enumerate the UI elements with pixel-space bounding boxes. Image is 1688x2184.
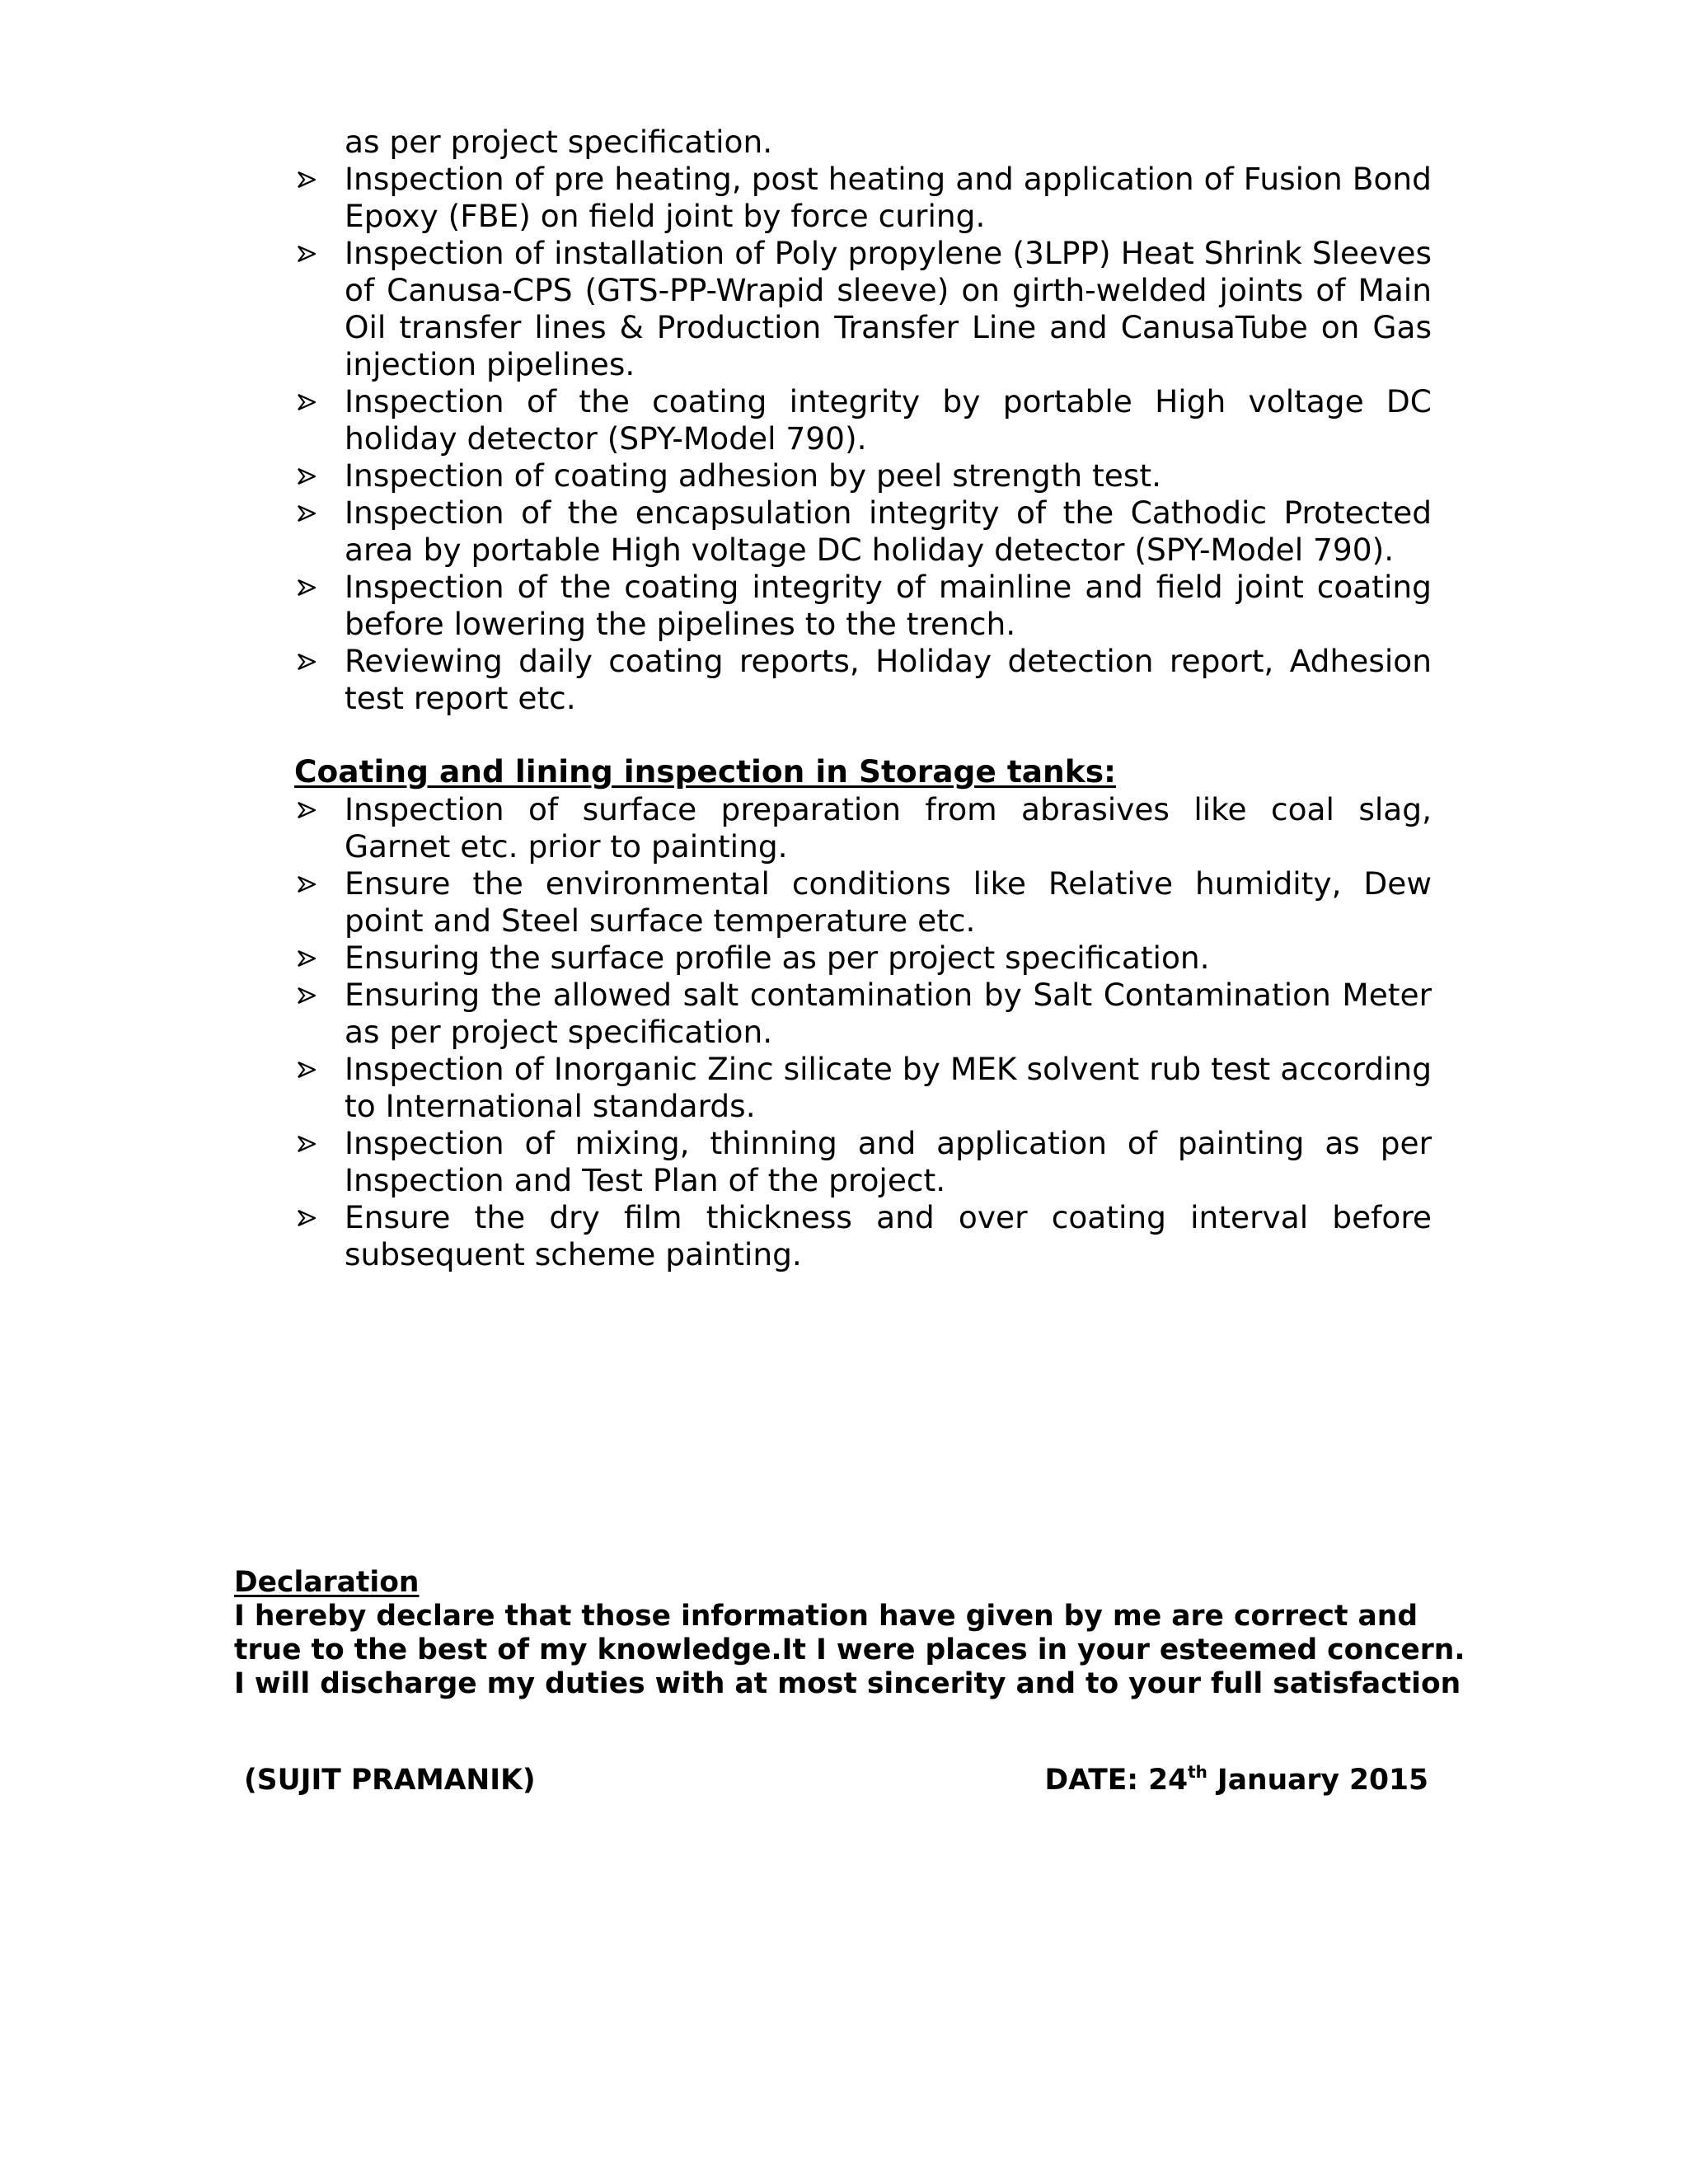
list-item-text: Ensure the dry film thickness and over coating interval before subsequent scheme painting. — [345, 1199, 1432, 1272]
list-item — [294, 865, 1432, 940]
declaration-line: I will discharge my duties with at most sincerity and to your full satisfaction — [234, 1667, 1461, 1700]
list-item — [294, 940, 1432, 977]
list-item-text: Inspection of the coating integrity of mainline and field joint coating before lowering the pipelines to the trench. — [345, 569, 1432, 642]
section-heading-storage-tanks: Coating and lining inspection in Storage tanks: — [294, 753, 1117, 790]
list-item-text: Ensuring the surface profile as per project specification. — [345, 940, 1210, 976]
arrowhead-bullet-icon — [298, 235, 322, 272]
arrowhead-bullet-icon — [298, 457, 322, 494]
date-ordinal-suffix: th — [1188, 1762, 1207, 1782]
arrowhead-bullet-icon — [298, 1051, 322, 1088]
list-item-text: Ensure the environmental conditions like Relative humidity, Dew point and Steel surface temperature etc. — [345, 865, 1432, 939]
list-item-continuation: as per project specification. — [345, 124, 773, 160]
list-item-text: Inspection of coating adhesion by peel strength test. — [345, 457, 1162, 494]
list-item — [294, 161, 1432, 235]
list-item — [294, 791, 1432, 865]
signature-date — [1045, 1764, 1428, 1797]
list-item-text: Inspection of surface preparation from abrasives like coal slag, Garnet etc. prior to painting. — [345, 791, 1432, 865]
arrowhead-bullet-icon — [298, 383, 322, 420]
declaration-line: true to the best of my knowledge.It I were places in your esteemed concern. — [234, 1633, 1465, 1666]
arrowhead-bullet-icon — [298, 494, 322, 532]
list-item — [294, 235, 1432, 383]
list-item-text: Ensuring the allowed salt contamination by Salt Contamination Meter as per project specification. — [345, 977, 1432, 1050]
signature-name: (SUJIT PRAMANIK) — [244, 1764, 536, 1797]
arrowhead-bullet-icon — [298, 1199, 322, 1236]
arrowhead-bullet-icon — [298, 569, 322, 606]
arrowhead-bullet-icon — [298, 977, 322, 1014]
arrowhead-bullet-icon — [298, 643, 322, 680]
declaration-line: I hereby declare that those information have given by me are correct and — [234, 1600, 1418, 1633]
arrowhead-bullet-icon — [298, 791, 322, 828]
list-item — [294, 383, 1432, 457]
list-item — [294, 1125, 1432, 1199]
coating-inspection-list — [294, 124, 1432, 717]
date-suffix: January 2015 — [1207, 1764, 1428, 1797]
declaration-block — [234, 1566, 1465, 1701]
date-prefix: DATE: 24 — [1044, 1764, 1189, 1797]
list-item-text: Inspection of installation of Poly propylene (3LPP) Heat Shrink Sleeves of Canusa-CPS (GTS-PP-Wrapid sleeve) on girth-welded joints of Main Oil transfer lines & Production Transfer Line and CanusaTube on Gas injection pipelines. — [345, 235, 1432, 382]
arrowhead-bullet-icon — [298, 940, 322, 977]
list-item-text: Inspection of Inorganic Zinc silicate by MEK solvent rub test according to International standards. — [345, 1051, 1432, 1124]
arrowhead-bullet-icon — [298, 1125, 322, 1162]
list-item — [294, 494, 1432, 569]
list-item-text: Reviewing daily coating reports, Holiday detection report, Adhesion test report etc. — [345, 643, 1432, 716]
list-item — [294, 977, 1432, 1051]
list-item — [294, 1051, 1432, 1125]
list-item-text: Inspection of the encapsulation integrity of the Cathodic Protected area by portable High voltage DC holiday detector (SPY-Model 790). — [345, 494, 1432, 568]
storage-tank-inspection-list — [294, 791, 1432, 1273]
list-item — [294, 643, 1432, 717]
declaration-title: Declaration — [234, 1566, 420, 1599]
list-item — [294, 569, 1432, 643]
arrowhead-bullet-icon — [298, 161, 322, 198]
list-item — [294, 1199, 1432, 1273]
list-item — [294, 457, 1432, 494]
arrowhead-bullet-icon — [298, 865, 322, 902]
list-item-text: Inspection of mixing, thinning and application of painting as per Inspection and Test Plan of the project. — [345, 1125, 1432, 1198]
list-item-text: Inspection of pre heating, post heating and application of Fusion Bond Epoxy (FBE) on field joint by force curing. — [345, 161, 1432, 234]
list-item-text: Inspection of the coating integrity by portable High voltage DC holiday detector (SPY-Model 790). — [345, 383, 1432, 457]
